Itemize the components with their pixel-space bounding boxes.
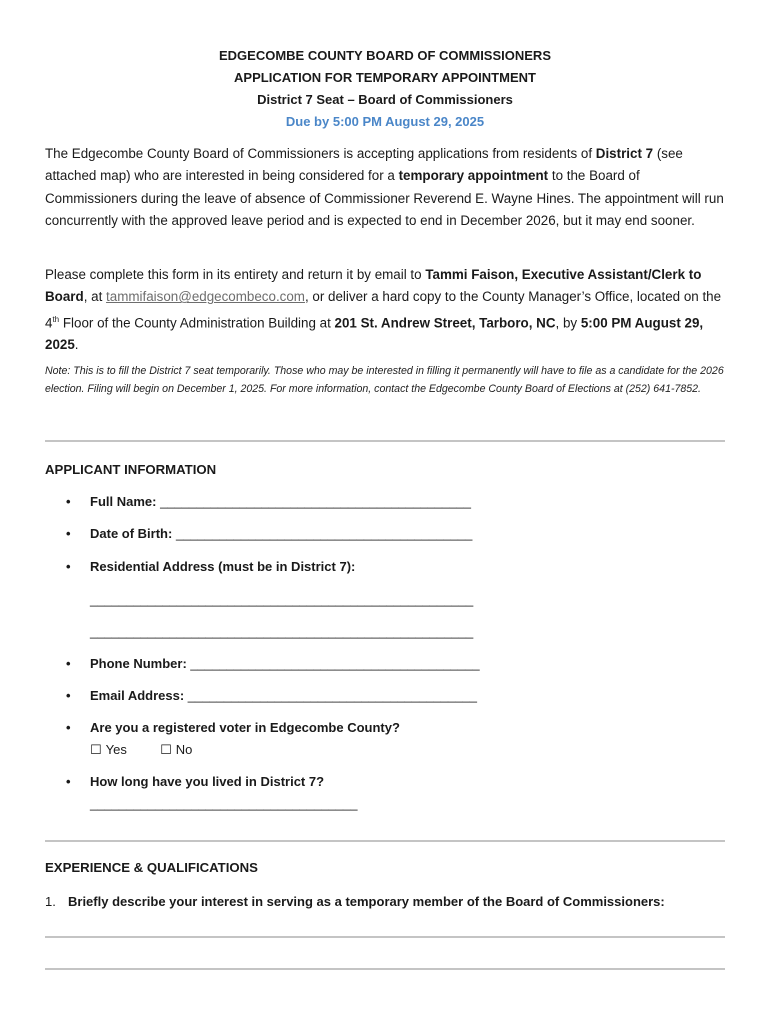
question-1-text: Briefly describe your interest in serving as a temporary member of the Board of Commissioners:: [68, 894, 665, 909]
voter-label: Are you a registered voter in Edgecombe County?: [90, 720, 400, 735]
phone-field[interactable]: ________________________________________: [190, 656, 480, 671]
dob-item: [66, 526, 472, 541]
address-field-line1[interactable]: _____________________________________________________: [90, 592, 474, 607]
bullet: •: [66, 720, 71, 735]
intro-temporary: temporary appointment: [398, 168, 549, 184]
no-option[interactable]: [160, 742, 192, 757]
experience-heading: EXPERIENCE & QUALIFICATIONS: [45, 860, 258, 875]
residency-field[interactable]: _____________________________________: [90, 796, 358, 811]
question-1-number: 1.: [45, 894, 56, 909]
residency-item: [66, 774, 324, 789]
instr-text-i: .: [74, 337, 79, 353]
intro-text-c: (see attached map) who are interested in being considered for a: [45, 146, 683, 184]
voter-item: [66, 720, 400, 735]
full-name-field[interactable]: ___________________________________________: [160, 494, 471, 509]
intro-text-a: The Edgecombe County Board of Commissioners is accepting applications from residents of: [45, 146, 596, 161]
note-text: Note: This is to fill the District 7 seat temporarily. Those who may be interested in filling it permanently will have to file as a candidate for the 2026 election. Filing will begin on December 1, 2025. For more information, contact the Edgecombe County Board of Elections at (252) 641-7852.: [45, 365, 724, 396]
due-date: Due by 5:00 PM August 29, 2025: [285, 114, 485, 129]
phone-label: Phone Number:: [90, 656, 191, 671]
instructions-paragraph: [45, 264, 727, 357]
instr-clerk: Tammi Faison, Executive Assistant/Clerk to Board: [45, 267, 702, 305]
full-name-label: Full Name:: [90, 494, 161, 509]
board-title: EDGECOMBE COUNTY BOARD OF COMMISSIONERS: [218, 48, 551, 63]
address-label: Residential Address (must be in District 7):: [90, 559, 356, 574]
phone-item: [66, 656, 480, 671]
bullet: •: [66, 688, 71, 703]
yes-option[interactable]: [90, 742, 127, 757]
instr-sup: th: [52, 314, 60, 324]
bullet: •: [66, 494, 71, 509]
instr-text-g: , by: [555, 315, 581, 331]
residency-label: How long have you lived in District 7?: [90, 774, 325, 789]
no-checkbox-icon[interactable]: ☐: [160, 742, 172, 757]
clerk-email-link[interactable]: tammifaison@edgecombeco.com: [106, 289, 305, 305]
instr-address: 201 St. Andrew Street, Tarboro, NC: [334, 315, 556, 331]
question-1: [45, 894, 665, 909]
no-label: No: [175, 742, 193, 757]
email-item: [66, 688, 477, 703]
yes-label: Yes: [105, 742, 127, 757]
form-title: APPLICATION FOR TEMPORARY APPOINTMENT: [234, 70, 536, 85]
bullet: •: [66, 559, 71, 574]
instr-deadline: 5:00 PM August 29, 2025: [45, 315, 704, 353]
bullet: •: [66, 526, 71, 541]
address-item: [66, 559, 355, 574]
address-field-line2[interactable]: _____________________________________________________: [90, 624, 474, 639]
instr-text-a: Please complete this form in its entirety and return it by email to: [45, 267, 426, 282]
seat-title: District 7 Seat – Board of Commissioners: [257, 92, 513, 107]
answer-line-2[interactable]: [45, 968, 725, 970]
intro-text-e: to the Board of Commissioners during the leave of absence of Commissioner Reverend E. Wayne Hines. The appointment will run concurrently with the approved leave period and is expected to end in December 2026, but it may end sooner.: [45, 168, 724, 228]
applicant-heading: APPLICANT INFORMATION: [45, 462, 217, 477]
section-divider: [45, 840, 725, 842]
section-divider: [45, 440, 725, 442]
intro-district: District 7: [595, 146, 654, 161]
yes-checkbox-icon[interactable]: ☐: [90, 742, 102, 757]
instr-text-d: , or deliver a hard copy to the County Manager’s Office, located on the 4: [45, 289, 722, 331]
bullet: •: [66, 774, 71, 789]
full-name-item: [66, 494, 471, 509]
dob-field[interactable]: _________________________________________: [175, 526, 473, 541]
answer-line-1[interactable]: [45, 936, 725, 938]
email-field[interactable]: ________________________________________: [187, 688, 477, 703]
email-label: Email Address:: [90, 688, 188, 703]
instr-text-e: Floor of the County Administration Building at: [59, 315, 335, 331]
instr-text-c: , at: [83, 289, 107, 305]
bullet: •: [66, 656, 71, 671]
voter-options: [90, 742, 192, 758]
dob-label: Date of Birth:: [90, 526, 176, 541]
intro-paragraph: [45, 143, 727, 232]
